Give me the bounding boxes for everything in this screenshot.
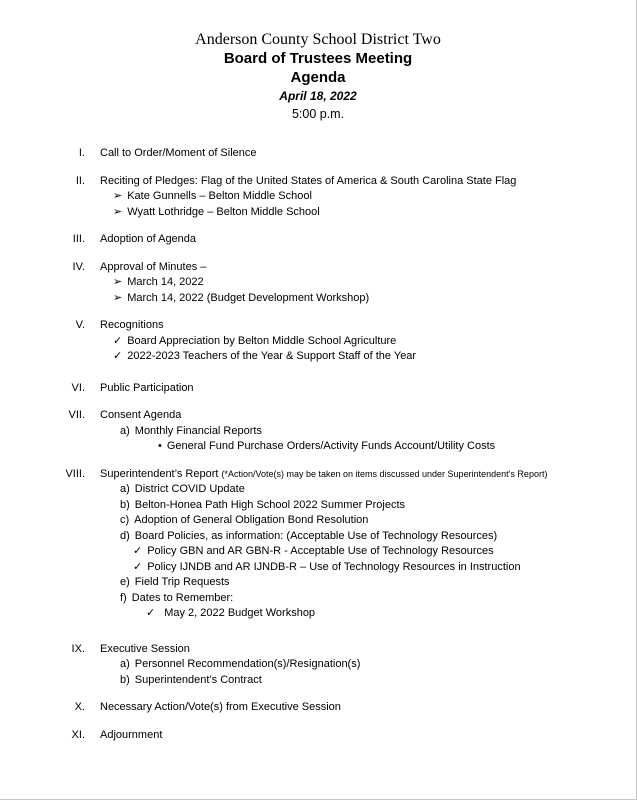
subitem-text: Wyatt Lothridge – Belton Middle School — [127, 205, 320, 218]
subitem-text: Field Trip Requests — [134, 576, 230, 588]
agenda-subitem — [0, 205, 636, 221]
checkmark-icon: ✓ — [113, 350, 123, 362]
meeting-date: April 18, 2022 — [279, 89, 357, 103]
section-title — [100, 467, 547, 483]
agenda-subitem — [0, 189, 636, 205]
section-numeral: IX. — [71, 642, 85, 655]
agenda-subitem — [0, 606, 636, 622]
agenda-subitem — [0, 544, 636, 560]
section-numeral: I. — [78, 147, 85, 159]
subitem-text: March 14, 2022 (Budget Development Workshop) — [127, 291, 370, 304]
item-letter: b) — [120, 673, 130, 686]
item-letter: b) — [120, 498, 130, 511]
subitem-text: 2022-2023 Teachers of the Year & Support Staff of the Year — [127, 350, 417, 362]
item-letter: a) — [120, 483, 130, 495]
section-title: Adoption of Agenda — [100, 233, 197, 245]
section-numeral: II. — [75, 174, 85, 187]
agenda-subitem — [0, 560, 636, 576]
agenda-section-recognitions — [0, 318, 636, 365]
agenda-subitem — [0, 334, 636, 350]
subitem-text: Adoption of General Obligation Bond Resolution — [134, 514, 369, 526]
section-numeral: III. — [72, 233, 85, 245]
agenda-subitem — [0, 513, 636, 529]
subitem-text: General Fund Purchase Orders/Activity Funds Account/Utility Costs — [166, 440, 496, 452]
meeting-time: 5:00 p.m. — [291, 107, 345, 121]
section-title: Recognitions — [100, 319, 164, 331]
subitem-text: Personnel Recommendation(s)/Resignation(s) — [134, 658, 361, 670]
agenda-section-pledges — [0, 174, 636, 221]
meeting-title: Board of Trustees Meeting — [223, 50, 413, 67]
section-title: Call to Order/Moment of Silence — [100, 147, 257, 159]
section-numeral: VI. — [71, 381, 85, 394]
section-numeral: VIII. — [65, 467, 85, 480]
section-title: Public Participation — [100, 381, 194, 394]
section-title: Necessary Action/Vote(s) from Executive Session — [100, 701, 341, 713]
subitem-text: March 14, 2022 — [127, 276, 204, 288]
agenda-subitem — [0, 275, 636, 291]
section-title: Consent Agenda — [100, 409, 182, 421]
agenda-subitem — [0, 673, 636, 689]
item-letter: a) — [120, 658, 130, 670]
section-numeral: X. — [74, 701, 85, 713]
item-letter: d) — [120, 529, 130, 542]
subitem-text: Superintendent’s Contract — [134, 673, 262, 686]
item-letter: c) — [120, 514, 130, 526]
section-numeral: IV. — [72, 260, 85, 273]
document-type-title: Agenda — [290, 69, 346, 86]
subitem-text: Dates to Remember: — [131, 591, 234, 604]
agenda-section-adjournment — [0, 728, 636, 744]
agenda-section-superintendents-report — [0, 467, 636, 622]
bullet-icon: • — [158, 440, 162, 452]
agenda-section-public-participation — [0, 381, 636, 397]
section-numeral: VII. — [68, 409, 85, 421]
item-letter: a) — [120, 424, 130, 437]
agenda-subitem — [0, 482, 636, 498]
district-name: Anderson County School District Two — [195, 31, 441, 48]
agenda-subitem — [0, 349, 636, 365]
section-note: (*Action/Vote(s) may be taken on items discussed under Superintendent’s Report) — [221, 468, 548, 479]
agenda-subitem — [0, 291, 636, 307]
subitem-text: Board Policies, as information: (Acceptable Use of Technology Resources) — [134, 529, 498, 542]
arrow-bullet-icon: ➢ — [113, 276, 123, 288]
arrow-bullet-icon: ➢ — [113, 291, 123, 304]
agenda-section-consent-agenda — [0, 408, 636, 455]
agenda-subitem — [0, 498, 636, 514]
section-title: Executive Session — [100, 642, 190, 655]
arrow-bullet-icon: ➢ — [113, 205, 123, 218]
agenda-subitem — [0, 424, 636, 440]
agenda-subitem — [0, 591, 636, 607]
agenda-subitem — [0, 657, 636, 673]
agenda-subitem — [0, 439, 636, 455]
section-title: Reciting of Pledges: Flag of the United States of America & South Carolina State Flag — [100, 174, 517, 187]
item-letter: e) — [120, 576, 130, 588]
agenda-section-call-to-order — [0, 146, 636, 162]
section-title-text: Superintendent’s Report — [100, 467, 219, 480]
subitem-text: Policy IJNDB and AR IJNDB-R – Use of Technology Resources in Instruction — [147, 560, 521, 573]
subitem-text: District COVID Update — [134, 483, 245, 495]
checkmark-icon: ✓ — [133, 560, 143, 573]
section-numeral: XI. — [71, 728, 85, 741]
subitem-text: May 2, 2022 Budget Workshop — [164, 607, 316, 619]
agenda-section-adoption-of-agenda — [0, 232, 636, 248]
agenda-body — [0, 146, 636, 743]
section-title: Adjournment — [100, 728, 163, 741]
checkmark-icon: ✓ — [146, 607, 156, 619]
subitem-text: Belton-Honea Path High School 2022 Summer Projects — [134, 498, 406, 511]
document-header — [0, 30, 636, 122]
agenda-section-necessary-action — [0, 700, 636, 716]
arrow-bullet-icon: ➢ — [113, 190, 123, 202]
agenda-section-executive-session — [0, 642, 636, 689]
section-title: Approval of Minutes – — [100, 260, 207, 273]
subitem-text: Policy GBN and AR GBN-R - Acceptable Use of Technology Resources — [147, 545, 494, 557]
agenda-section-approval-of-minutes — [0, 260, 636, 307]
section-numeral: V. — [75, 319, 85, 331]
agenda-subitem — [0, 575, 636, 591]
subitem-text: Board Appreciation by Belton Middle School Agriculture — [127, 334, 397, 347]
checkmark-icon: ✓ — [133, 545, 143, 557]
checkmark-icon: ✓ — [113, 334, 123, 347]
subitem-text: Monthly Financial Reports — [134, 424, 262, 437]
item-letter: f) — [120, 591, 127, 604]
subitem-text: Kate Gunnells – Belton Middle School — [127, 190, 312, 202]
agenda-subitem — [0, 529, 636, 545]
